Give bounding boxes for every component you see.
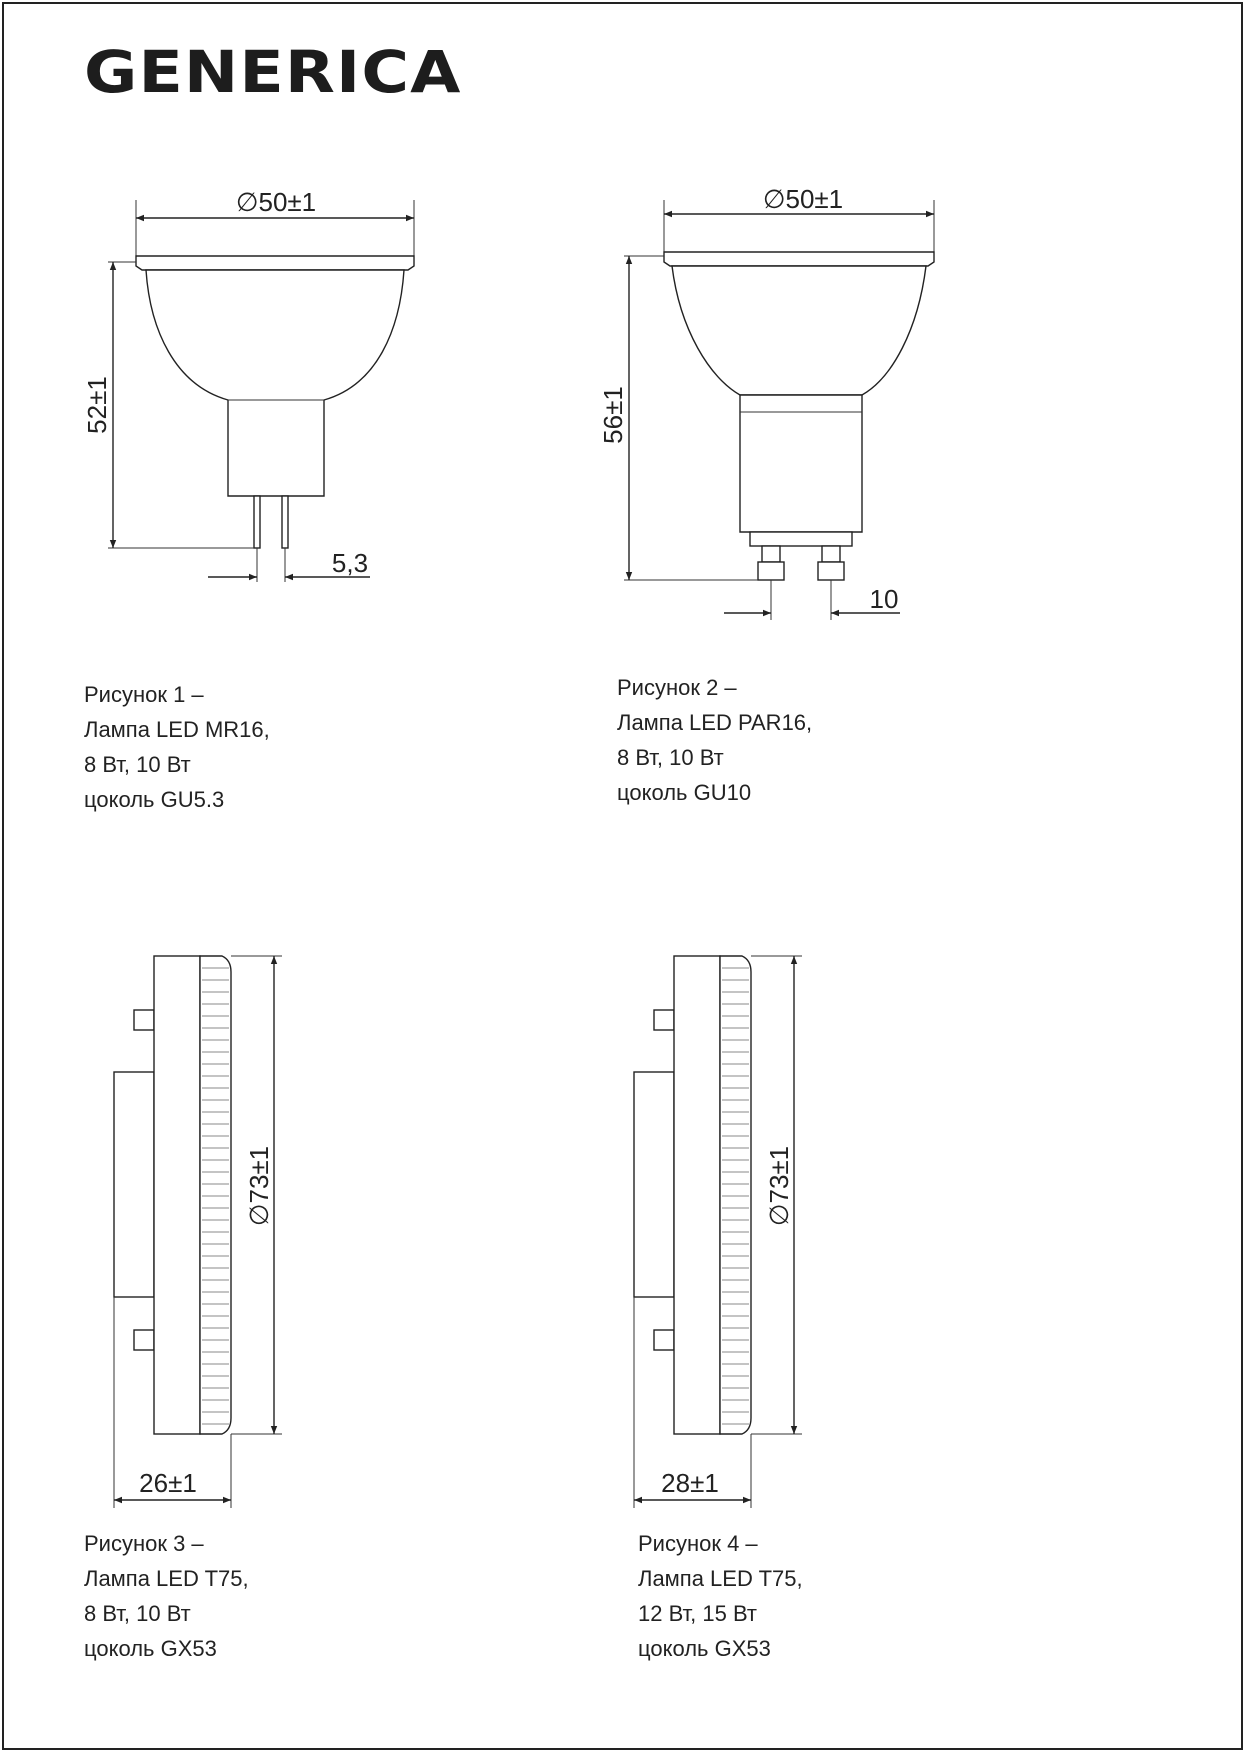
caption-line: Рисунок 4 – (638, 1531, 758, 1556)
caption-line: Лампа LED PAR16, (617, 710, 813, 735)
fig2-height-label: 56±1 (598, 386, 628, 444)
fig1-diameter-label: ∅50±1 (235, 187, 317, 217)
caption-line: Рисунок 2 – (617, 675, 737, 700)
fig1-pin-pitch-label: 5,3 (331, 548, 369, 578)
figure-4-t75-drawing (634, 956, 802, 1508)
fig4-diameter-label: ∅73±1 (764, 1145, 794, 1227)
caption-line: цоколь GU5.3 (84, 787, 225, 812)
caption-line: цоколь GX53 (638, 1636, 771, 1661)
fig3-diameter-label: ∅73±1 (244, 1145, 274, 1227)
caption-line: цоколь GX53 (84, 1636, 217, 1661)
fig1-height-label: 52±1 (82, 376, 112, 434)
fig3-width-label: 26±1 (139, 1468, 197, 1498)
figure-4-caption (638, 1526, 803, 1666)
caption-line: Рисунок 3 – (84, 1531, 204, 1556)
caption-line: 8 Вт, 10 Вт (84, 1601, 191, 1626)
figure-2-caption (617, 670, 812, 810)
caption-line: цоколь GU10 (617, 780, 752, 805)
fig4-width-label: 28±1 (661, 1468, 719, 1498)
figure-1-caption (84, 677, 270, 817)
caption-line: Лампа LED T75, (84, 1566, 249, 1591)
fig2-pin-pitch-label: 10 (869, 584, 899, 614)
figure-1-mr16-drawing (82, 187, 414, 582)
caption-line: Лампа LED T75, (638, 1566, 803, 1591)
caption-line: Рисунок 1 – (84, 682, 204, 707)
caption-line: 8 Вт, 10 Вт (617, 745, 724, 770)
figure-3-t75-drawing (114, 956, 282, 1508)
figure-2-par16-drawing (598, 184, 934, 620)
caption-line: Лампа LED MR16, (84, 717, 270, 742)
caption-line: 8 Вт, 10 Вт (84, 752, 191, 777)
fig2-diameter-label: ∅50±1 (762, 184, 844, 214)
brand-logo: GENERICA (84, 38, 462, 106)
figure-3-caption (84, 1526, 249, 1666)
caption-line: 12 Вт, 15 Вт (638, 1601, 757, 1626)
